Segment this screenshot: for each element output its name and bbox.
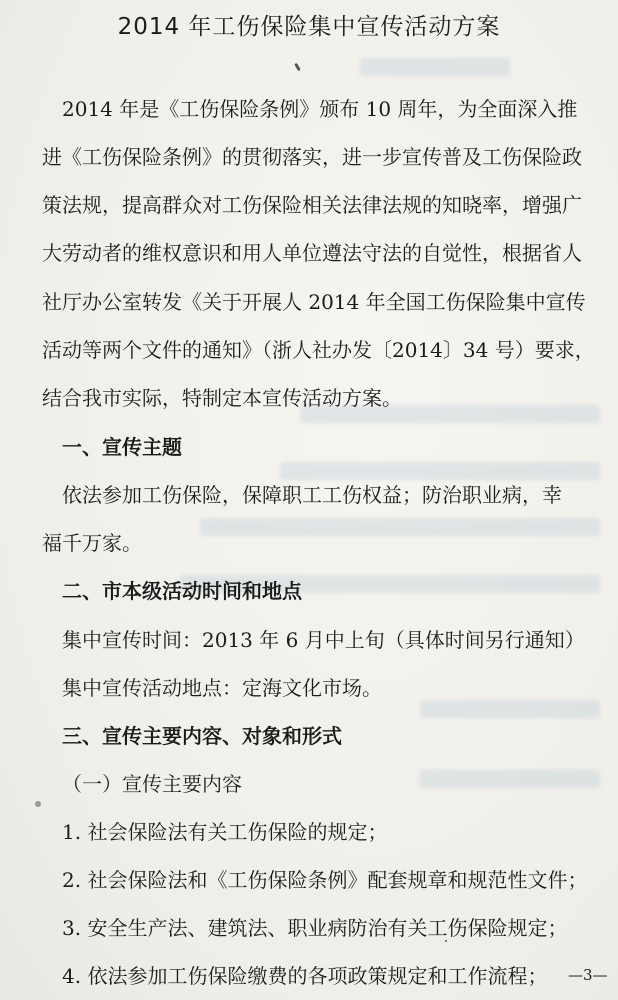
ink-speck (294, 63, 301, 71)
bleed-through-mark (360, 58, 510, 76)
body-line: 结合我市实际，特制定本宣传活动方案。 (42, 386, 402, 410)
page-number: —3— (568, 966, 608, 984)
section-heading: 二、市本级活动时间和地点 (62, 579, 302, 603)
body-line: 集中宣传时间：2013 年 6 月中上旬（具体时间另行通知） (62, 628, 585, 652)
subsection-heading: （一）宣传主要内容 (62, 772, 242, 796)
body-line: 福千万家。 (42, 531, 142, 555)
body-line: 大劳动者的维权意识和用人单位遵法守法的自觉性，根据省人 (42, 241, 582, 265)
list-item: 3. 安全生产法、建筑法、职业病防治有关工伤保险规定； (62, 916, 568, 940)
list-item: 4. 依法参加工伤保险缴费的各项政策规定和工作流程； (62, 964, 548, 988)
body-line: 2014 年是《工伤保险条例》颁布 10 周年，为全面深入推 (62, 97, 578, 121)
bleed-through-mark (200, 518, 600, 536)
list-item: 2. 社会保险法和《工伤保险条例》配套规章和规范性文件； (62, 868, 588, 892)
list-item: 1. 社会保险法有关工伤保险的规定； (62, 820, 388, 844)
bleed-through-mark (420, 700, 600, 718)
section-heading: 一、宣传主题 (62, 435, 182, 459)
body-line: 依法参加工伤保险，保障职工工伤权益；防治职业病，幸 (62, 483, 562, 507)
document-title: 2014 年工伤保险集中宣传活动方案 (117, 14, 501, 40)
body-line: 策法规，提高群众对工伤保险相关法律法规的知晓率，增强广 (42, 193, 582, 217)
section-heading: 三、宣传主要内容、对象和形式 (62, 724, 342, 748)
body-line: 社厅办公室转发《关于开展人 2014 年全国工伤保险集中宣传 (42, 290, 586, 314)
body-line: 进《工伤保险条例》的贯彻落实，进一步宣传普及工伤保险政 (42, 145, 582, 169)
bleed-through-mark (280, 462, 600, 480)
bleed-through-mark (420, 770, 600, 788)
ink-speck (35, 801, 41, 807)
body-line: 集中宣传活动地点：定海文化市场。 (62, 676, 382, 700)
body-line: 活动等两个文件的通知》（浙人社办发〔2014〕34 号）要求， (42, 338, 595, 362)
